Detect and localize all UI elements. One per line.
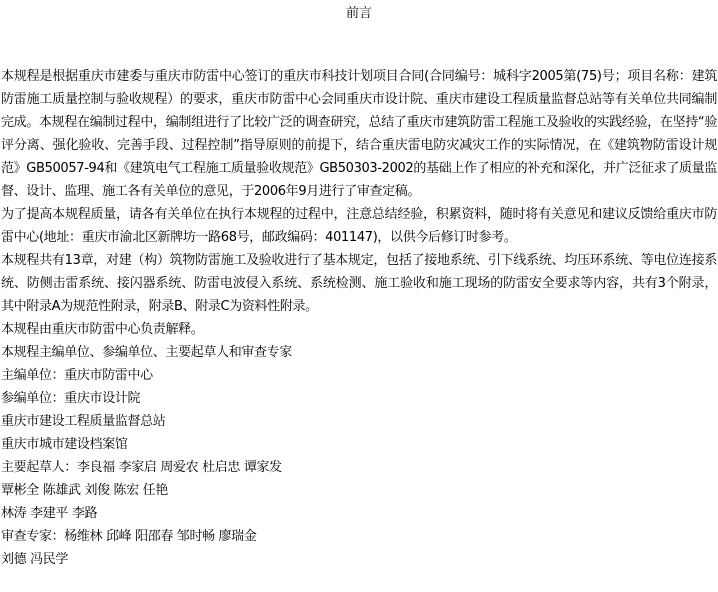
chief-editor-unit: 主编单位：重庆市防雷中心 bbox=[1, 368, 153, 383]
paragraph-feedback: 为了提高本规程质量，请各有关单位在执行本规程的过程中，注意总结经验，积累资料，随时将有关意见和建议反馈给重庆市防雷中心(地址：重庆市渝北区新牌坊一路68号，邮政编码：401147)，以供今后修订时参考。 bbox=[1, 207, 717, 245]
main-drafters-cont-1: 覃彬全 陈雄武 刘俊 陈宏 任艳 bbox=[1, 483, 168, 498]
paragraph-background: 本规程是根据重庆市建委与重庆市防雷中心签订的重庆市科技计划项目合同(合同编号：城科字2005第(75)号；项目名称：建筑防雷施工质量控制与验收规程）的要求，重庆市防雷中心会同重庆市设计院、重庆市建设工程质量监督总站等有关单位共同编制完成。本规程在编制过程中，编制组进行了比较广泛的调查研究，总结了重庆市建筑防雷工程施工及验收的实践经验，在坚持“验评分离、强化验收、完善手段、过程控制”指导原则的前提下，结合重庆雷电防灾减灾工作的实际情况，在《建筑物防雷设计规范》GB50057-94和《建筑电气工程施工质量验收规范》GB50303-2002的基础上作了相应的补充和深化，并广泛征求了质量监督、设计、监理、施工各有关单位的意见，于2006年9月进行了审查定稿。 bbox=[1, 69, 717, 199]
document-body bbox=[1, 65, 717, 571]
review-experts-cont: 刘德 冯民学 bbox=[1, 552, 69, 567]
page-title: 前言 bbox=[345, 6, 372, 21]
participating-unit-3: 重庆市城市建设档案馆 bbox=[1, 437, 128, 452]
review-experts: 审查专家：杨维林 邱峰 阳邵春 邹时畅 廖瑞金 bbox=[1, 529, 257, 544]
participating-unit: 参编单位：重庆市设计院 bbox=[1, 391, 141, 406]
paragraph-contributors-heading: 本规程主编单位、参编单位、主要起草人和审查专家 bbox=[1, 345, 292, 360]
paragraph-contents: 本规程共有13章，对建（构）筑物防雷施工及验收进行了基本规定，包括了接地系统、引下线系统、均压环系统、等电位连接系统、防侧击雷系统、接闪器系统、防雷电波侵入系统、系统检测、施工验收和施工现场的防雷安全要求等内容，共有3个附录，其中附录A为规范性附录，附录B、附录C为资料性附录。 bbox=[1, 253, 717, 314]
main-drafters: 主要起草人：李良福 李家启 周爱农 杜启忠 谭家发 bbox=[1, 460, 282, 475]
main-drafters-cont-2: 林涛 李建平 李路 bbox=[1, 506, 98, 521]
paragraph-interpretation: 本规程由重庆市防雷中心负责解释。 bbox=[1, 322, 204, 337]
participating-unit-2: 重庆市建设工程质量监督总站 bbox=[1, 414, 166, 429]
